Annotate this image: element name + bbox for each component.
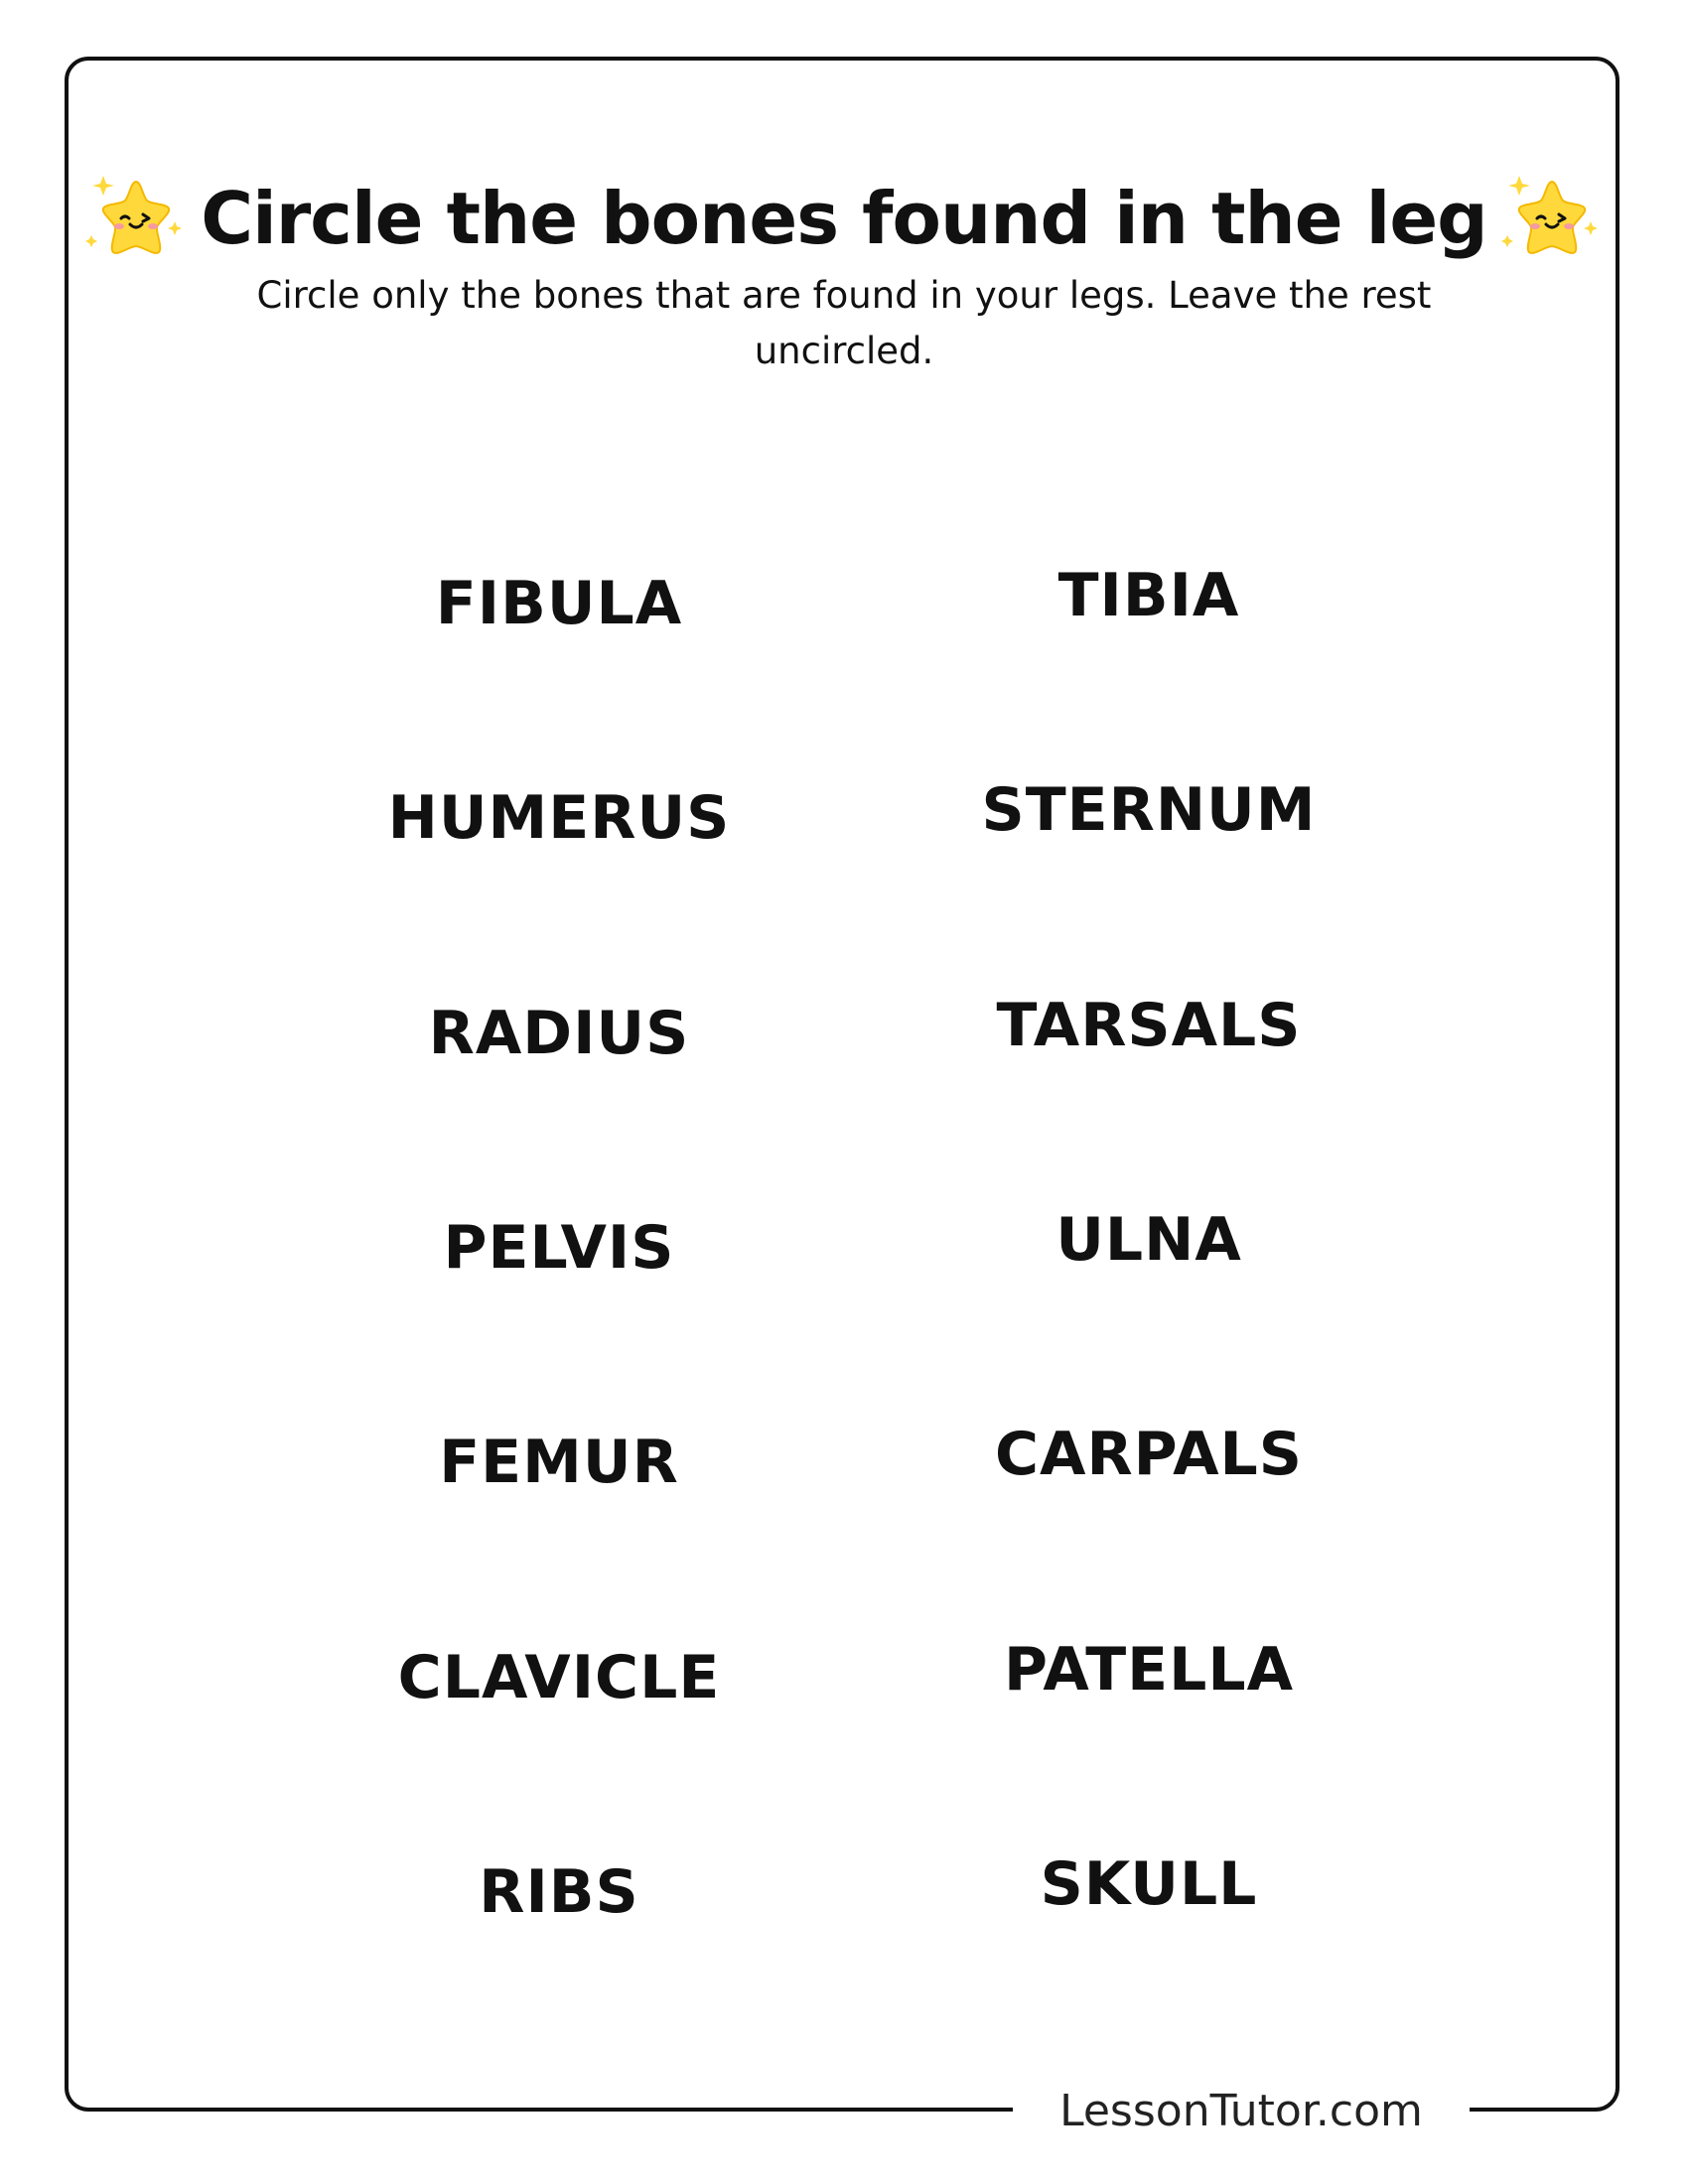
bone-word-fibula[interactable]: FIBULA <box>435 569 683 638</box>
bone-word-femur[interactable]: FEMUR <box>439 1428 679 1497</box>
footer <box>1013 2081 1470 2140</box>
instructions-text: Circle only the bones that are found in your legs. Leave the rest uncircled. <box>256 274 1432 372</box>
bone-word-tarsals[interactable]: TARSALS <box>996 991 1302 1060</box>
bone-word-clavicle[interactable]: CLAVICLE <box>397 1643 721 1712</box>
title-row <box>0 164 1688 273</box>
bone-word-sternum[interactable]: STERNUM <box>981 775 1317 845</box>
bone-word-radius[interactable]: RADIUS <box>428 999 690 1068</box>
bone-word-pelvis[interactable]: PELVIS <box>443 1213 675 1283</box>
star-face-icon <box>81 164 191 273</box>
bone-word-carpals[interactable]: CARPALS <box>994 1420 1304 1489</box>
bone-word-tibia[interactable]: TIBIA <box>1057 561 1240 630</box>
bone-word-humerus[interactable]: HUMERUS <box>387 783 731 853</box>
bone-word-ulna[interactable]: ULNA <box>1055 1205 1242 1275</box>
bone-word-patella[interactable]: PATELLA <box>1003 1635 1295 1705</box>
bone-word-skull[interactable]: SKULL <box>1040 1849 1258 1919</box>
page-title: Circle the bones found in the leg <box>201 177 1487 260</box>
star-face-icon <box>1497 164 1607 273</box>
bone-word-ribs[interactable]: RIBS <box>479 1857 639 1927</box>
footer-brand: LessonTutor.com <box>1059 2085 1423 2136</box>
